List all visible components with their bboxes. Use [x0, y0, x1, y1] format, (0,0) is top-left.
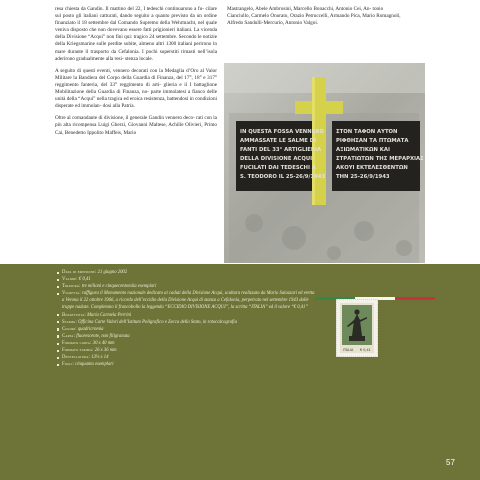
plaque-right-line-5: ΑΚΟΥΙ ΕΚΤΕΛΕΣΘΕΝΤΩΝ — [336, 165, 408, 171]
spec-issue-date: Data di emissione: 21 giugno 2002 — [57, 269, 317, 276]
spec-colors: Colori: quadricromia — [57, 326, 317, 333]
plaque-right-line-6: ΤΗΝ 25-26/9/1943 — [336, 174, 390, 180]
flag-stripe-red — [395, 297, 435, 300]
plaque-right-line-1: ΣΤΟΝ ΤΑΦΟΝ ΑΥΤΟΝ — [336, 129, 398, 135]
spec-printing: Stampa: Officina Carte Valori dell’Istituto Poligrafico e Zecca dello Stato, in rotocalcografia — [57, 319, 317, 326]
postage-stamp — [336, 299, 378, 357]
spec-vignette: Vignetta: raffigura il Monumento nazionale dedicato ai caduti della Divisione Acqui, scultura realizzata da Mario Salazzari ed eretta a Verona il 22 ottobre 1966, a ricordo dell’eccidio della Divisione Acqui di stanza a Cefalonia, perpetrato nel settembre 1943 dalle truppe naziste. Completano il francobollo la leggenda “ECCIDIO DIVISIONE ACQUI”, la scritta “ITALIA” ed il valore “€ 0,41” — [57, 290, 317, 311]
spec-sheets: Fogli: cinquanta esemplari — [57, 361, 317, 368]
spec-paper: Carta: fluorescente, non filigranata — [57, 333, 317, 340]
spec-perforation: Dentellatura: 13¼ x 14 — [57, 354, 317, 361]
paragraph-2: A seguito di questi eventi, vennero decorati con la Medaglia d’Oro al Valor Militare la Bandiera del Corpo della Guardia di Finanza, del 17°, 18° e 317° reggimento fanteria, del 33° reggimento di arti- glieria e il I battaglione Mobilitazione della Guardia di Finanza, no- parte immolatesi a fianco delle unità della “Acqui” nella tragica ed eroica resistenza, battendosi in condizioni disperate ed immolan- dosi alla Patria. — [55, 67, 217, 110]
plaque-left-line-5: FUCILATI DAI TEDESCHI A — [240, 165, 316, 171]
paragraph-3: Oltre al comandante di divisione, il generale Gandin vennero deco- rati con la più alta ricompensa Luigi Gherzi, Giovanni Maltese, Achille Olivieri, Primo Cai, Benedetto Ippolito Maffeis, Mario — [55, 115, 217, 136]
left-text-column — [55, 6, 217, 142]
plaque-left-line-6: S. TEODORO IL 25-26/9/1943 — [240, 174, 326, 180]
plaque-right-line-3: ΑΞΙΩΜΑΤΙΚΩΝ ΚΑΙ — [336, 147, 390, 153]
plaque-left-line-2: AMMASSATE LE SALME DI — [240, 138, 317, 144]
plaque-left-line-4: DELLA DIVISIONE ACQUI — [240, 156, 313, 162]
spec-print-format: Formato stampa: 26 x 36 mm — [57, 347, 317, 354]
memorial-plaque-photo — [224, 63, 425, 263]
stamp-specs-list — [57, 269, 317, 368]
stamp-value: € 0,41 — [360, 348, 371, 352]
stamp-country: ITALIA — [343, 348, 354, 352]
spec-paper-format: Formato carta: 30 x 40 mm — [57, 340, 317, 347]
paragraph-continued: Mastrangelo, Abele Ambrosini, Marcello Bonacchi, Antonio Cei, An- tonio Cianciullo, Carmelo Onorato, Orazio Petruccelli, Armando Pica, Mario Romagnoli, Alfredo Sandulli-Mercurio, Antonio Valgoi. — [227, 6, 401, 27]
spec-designer: Bozzettista: Maria Carmela Perrini — [57, 312, 317, 319]
plaque-right-line-2: ΡΙΦΘΗΣΑΝ ΤΑ ΠΤΩΜΑΤΑ — [336, 138, 409, 144]
spec-value: Valore: € 0,41 — [57, 276, 317, 283]
plaque-left-line-3: FANTI DEL 33° ARTIGLIERIA — [240, 147, 322, 153]
right-text-column — [227, 6, 403, 27]
plaque-left-line-1: IN QUESTA FOSSA VENNERO — [240, 129, 324, 135]
spec-print-run: Tiratura: tre milioni e cinquecentomila esemplari — [57, 283, 317, 290]
page-number: 57 — [446, 458, 455, 467]
plaque-right-line-4: ΣΤΡΑΤΙΩΤΩΝ ΤΗΣ ΜΕΡΑΡΧΙΑΣ — [336, 156, 424, 162]
paragraph-1: resa chiesta da Gandin. Il mattino del 22, I tedeschi continuarono a fu- cilare sul posto gli italiani catturati, dando seguito a quanto previsto da un ordine finanziato il 18 settembre dal Comando Supremo della Wehrmacht, nel quale veniva disposto che non dovevano essere fatti prigionieri italiani. La vicenda della Divisione “Acqui” non finì qui: tragico 24 settembre. Secondo le notizie della Kriegsmarine sulle perdite subite, almeno altri 1300 italiani perirono in mare durante il trasporto da Cefalonia. I pochi superstiti rimasti nell’isola aderirono gradualmente alla resi- stenza locale. — [55, 6, 217, 62]
